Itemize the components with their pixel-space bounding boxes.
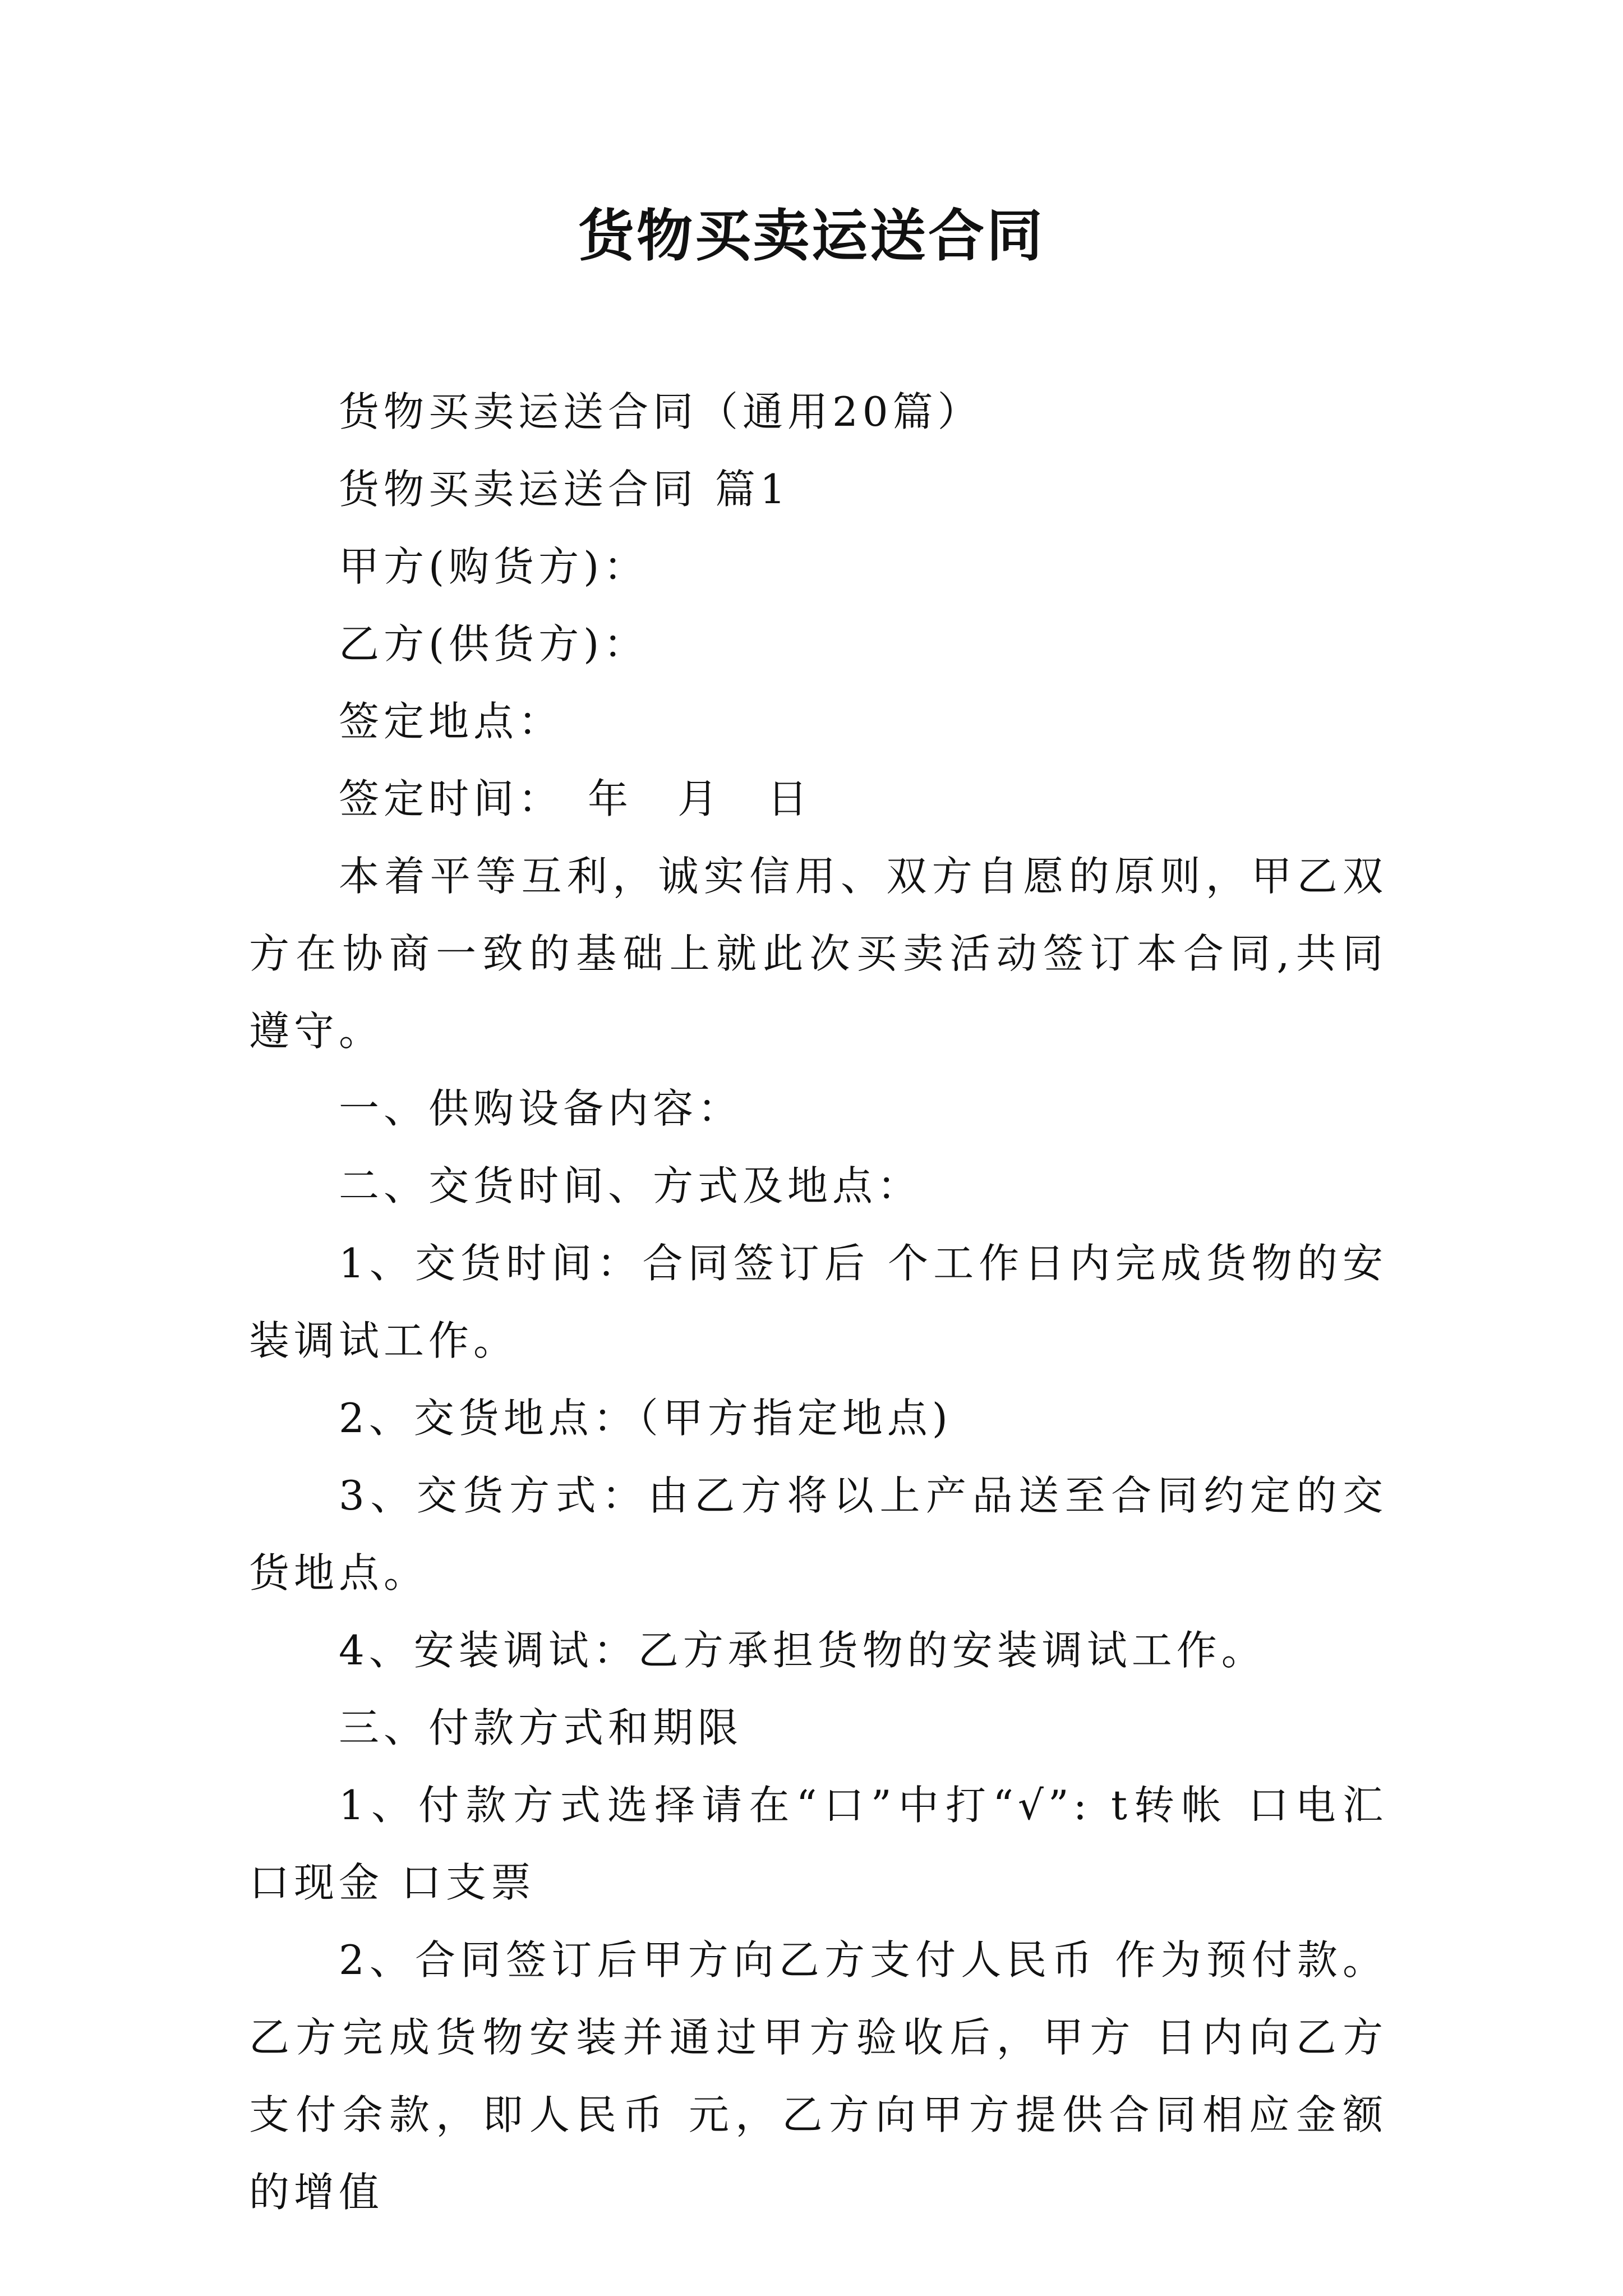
clause-paragraph: 2、交货地点：（甲方指定地点): [339, 1395, 952, 1442]
document-title: 货物买卖运送合同: [578, 203, 1045, 269]
clause-paragraph: 1、交货时间：合同签订后 个工作日内完成货物的安装调试工作。: [249, 1240, 1387, 1364]
clause-paragraph: 2、合同签订后甲方向乙方支付人民币 作为预付款。乙方完成货物安装并通过甲方验收后，甲方 日内向乙方支付余款，即人民币 元，乙方向甲方提供合同相应金额的增值: [249, 1936, 1387, 2216]
clause-heading-2: 二、交货时间、方式及地点：: [339, 1162, 923, 1209]
clause-heading-1: 一、供购设备内容：: [339, 1085, 743, 1132]
signing-date-line: 签定时间： 年 月 日: [339, 775, 813, 822]
doc-subtitle: 货物买卖运送合同（通用20篇）: [339, 388, 983, 435]
signing-place-line: 签定地点：: [339, 698, 564, 745]
party-b-line: 乙方(供货方)：: [339, 620, 649, 668]
party-a-line: 甲方(购货方)：: [339, 543, 649, 590]
clause-paragraph: 3、交货方式：由乙方将以上产品送至合同约定的交货地点。: [249, 1472, 1387, 1596]
section-heading: 货物买卖运送合同 篇1: [339, 466, 790, 513]
document-body: [249, 373, 1387, 2231]
clause-heading-3: 三、付款方式和期限: [339, 1704, 743, 1751]
clause-paragraph: 4、安装调试：乙方承担货物的安装调试工作。: [339, 1627, 1266, 1674]
preamble-paragraph: 本着平等互利，诚实信用、双方自愿的原则，甲乙双方在协商一致的基础上就此次买卖活动签订本合同,共同遵守。: [249, 853, 1387, 1055]
clause-paragraph: 1、付款方式选择请在“口”中打“√”: t转帐 口电汇 口现金 口支票: [249, 1782, 1387, 1906]
